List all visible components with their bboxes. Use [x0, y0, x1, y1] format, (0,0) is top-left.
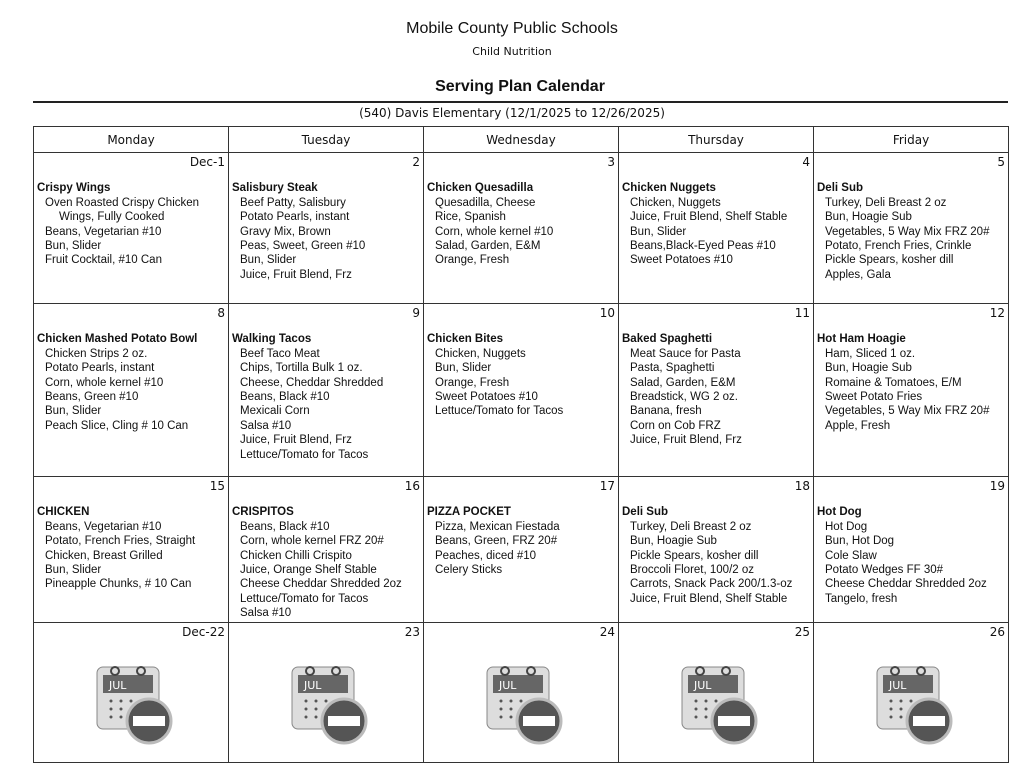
- day-cell: [619, 623, 814, 763]
- svg-text:JUL: JUL: [499, 679, 517, 693]
- day-cell: [34, 477, 229, 623]
- date-number: 15: [209, 479, 225, 493]
- entree-name: Chicken Quesadilla: [427, 182, 534, 195]
- date-number: 17: [599, 479, 615, 493]
- menu-item: Juice, Fruit Blend, Frz: [630, 434, 742, 447]
- date-number: 24: [599, 625, 615, 639]
- entree-name: Deli Sub: [817, 182, 864, 195]
- menu-item: Peaches, diced #10: [435, 549, 537, 562]
- menu-item: Gravy Mix, Brown: [240, 225, 331, 238]
- divider: [33, 101, 1008, 103]
- svg-text:JUL: JUL: [304, 679, 322, 693]
- date-number: Dec-1: [189, 155, 225, 169]
- calendar-no-service-icon: [427, 653, 615, 749]
- date-number: 5: [997, 155, 1005, 169]
- day-header: Tuesday: [229, 127, 424, 153]
- day-cell: [619, 153, 814, 304]
- day-header: Friday: [814, 127, 1009, 153]
- day-header: Monday: [34, 127, 229, 153]
- week-row: [34, 477, 1009, 623]
- menu-item: Bun, Hot Dog: [825, 535, 895, 548]
- menu-item: Beans, Black #10: [240, 391, 330, 404]
- menu-item: Lettuce/Tomato for Tacos: [435, 405, 564, 418]
- day-cell: [619, 477, 814, 623]
- svg-text:JUL: JUL: [109, 679, 127, 693]
- week-row: [34, 304, 1009, 477]
- menu-item: Orange, Fresh: [435, 254, 510, 267]
- menu-item: Ham, Sliced 1 oz.: [825, 347, 916, 360]
- date-number: 8: [217, 306, 225, 320]
- entree-name: CRISPITOS: [232, 506, 294, 519]
- menu-item: Corn on Cob FRZ: [630, 419, 721, 432]
- calendar-no-service-icon: [817, 653, 1005, 749]
- menu-item: Wings, Fully Cooked: [59, 211, 165, 224]
- entree-name: Deli Sub: [622, 506, 669, 519]
- menu-item: Chicken Chilli Crispito: [240, 549, 352, 562]
- menu-item: Potato Pearls, instant: [45, 362, 155, 375]
- menu-item: Chicken Strips 2 oz.: [45, 347, 148, 360]
- menu-item: Celery Sticks: [435, 564, 503, 577]
- menu-item: Potato, French Fries, Straight: [45, 535, 196, 548]
- menu-item: Banana, fresh: [630, 405, 702, 418]
- menu-item: Turkey, Deli Breast 2 oz: [825, 196, 947, 209]
- menu-item: Lettuce/Tomato for Tacos: [240, 592, 369, 605]
- menu-item: Bun, Hoagie Sub: [630, 535, 717, 548]
- menu-item: Meat Sauce for Pasta: [630, 347, 741, 360]
- calendar-no-service-icon: [622, 653, 810, 749]
- menu-item: Beans, Green #10: [45, 391, 139, 404]
- menu-item: Chicken, Nuggets: [435, 347, 526, 360]
- menu-item: Turkey, Deli Breast 2 oz: [630, 520, 752, 533]
- day-cell: [814, 153, 1009, 304]
- day-cell: [34, 304, 229, 477]
- entree-name: Walking Tacos: [232, 333, 312, 346]
- page-title: Serving Plan Calendar: [435, 78, 605, 95]
- serving-calendar: [33, 126, 1009, 763]
- menu-item: Beans, Vegetarian #10: [45, 520, 162, 533]
- org-name: Mobile County Public Schools: [406, 20, 618, 37]
- menu-item: Bun, Hoagie Sub: [825, 362, 912, 375]
- entree-name: PIZZA POCKET: [427, 506, 511, 519]
- menu-item: Carrots, Snack Pack 200/1.3-oz: [630, 578, 793, 591]
- menu-item: Cheese, Cheddar Shredded: [240, 376, 384, 389]
- menu-item: Corn, whole kernel #10: [45, 376, 164, 389]
- menu-item: Beans, Green, FRZ 20#: [435, 535, 558, 548]
- menu-item: Cheese Cheddar Shredded 2oz: [825, 578, 987, 591]
- date-number: 10: [599, 306, 615, 320]
- menu-item: Tangelo, fresh: [825, 592, 898, 605]
- date-number: 26: [989, 625, 1005, 639]
- day-cell: [229, 623, 424, 763]
- menu-item: Bun, Slider: [435, 362, 492, 375]
- week-row: [34, 153, 1009, 304]
- day-cell: [424, 623, 619, 763]
- menu-item: Potato, French Fries, Crinkle: [825, 240, 972, 253]
- menu-item: Vegetables, 5 Way Mix FRZ 20#: [825, 405, 990, 418]
- day-cell: [814, 623, 1009, 763]
- menu-item: Pickle Spears, kosher dill: [630, 549, 759, 562]
- date-number: Dec-22: [182, 625, 225, 639]
- menu-item: Apples, Gala: [825, 268, 891, 281]
- menu-item: Salsa #10: [240, 607, 292, 620]
- menu-item: Fruit Cocktail, #10 Can: [45, 254, 162, 267]
- menu-item: Broccoli Floret, 100/2 oz: [630, 564, 755, 577]
- menu-item: Oven Roasted Crispy Chicken: [45, 196, 200, 209]
- menu-item: Orange, Fresh: [435, 376, 510, 389]
- date-number: 11: [794, 306, 810, 320]
- date-number: 9: [412, 306, 420, 320]
- calendar-no-service-icon: [37, 653, 225, 749]
- school-date-range: (540) Davis Elementary (12/1/2025 to 12/26/2025): [359, 106, 665, 120]
- menu-item: Sweet Potatoes #10: [435, 391, 538, 404]
- entree-name: Salisbury Steak: [232, 182, 318, 195]
- entree-name: Crispy Wings: [37, 182, 111, 195]
- menu-item: Pickle Spears, kosher dill: [825, 254, 954, 267]
- day-header: Thursday: [619, 127, 814, 153]
- menu-item: Quesadilla, Cheese: [435, 196, 536, 209]
- day-header: Wednesday: [424, 127, 619, 153]
- date-number: 16: [404, 479, 420, 493]
- menu-item: Chicken, Breast Grilled: [45, 549, 163, 562]
- menu-item: Potato Pearls, instant: [240, 211, 350, 224]
- menu-item: Salad, Garden, E&M: [630, 376, 736, 389]
- menu-item: Salsa #10: [240, 419, 292, 432]
- menu-item: Beans,Black-Eyed Peas #10: [630, 240, 776, 253]
- day-cell: [814, 304, 1009, 477]
- menu-item: Romaine & Tomatoes, E/M: [825, 376, 962, 389]
- menu-item: Corn, whole kernel #10: [435, 225, 554, 238]
- menu-item: Bun, Slider: [45, 405, 102, 418]
- menu-item: Bun, Slider: [45, 240, 102, 253]
- date-number: 19: [989, 479, 1005, 493]
- menu-item: Beef Taco Meat: [240, 347, 320, 360]
- day-cell: [229, 153, 424, 304]
- menu-item: Beans, Vegetarian #10: [45, 225, 162, 238]
- menu-item: Breadstick, WG 2 oz.: [630, 391, 739, 404]
- menu-item: Pineapple Chunks, # 10 Can: [45, 578, 192, 591]
- menu-item: Bun, Slider: [630, 225, 687, 238]
- menu-item: Potato Wedges FF 30#: [825, 564, 944, 577]
- date-number: 4: [802, 155, 810, 169]
- day-cell: [424, 304, 619, 477]
- day-cell: [229, 304, 424, 477]
- menu-item: Pizza, Mexican Fiestada: [435, 520, 560, 533]
- day-cell: [229, 477, 424, 623]
- entree-name: Hot Dog: [817, 506, 862, 519]
- day-cell: [34, 623, 229, 763]
- entree-name: Hot Ham Hoagie: [817, 333, 906, 346]
- menu-item: Bun, Slider: [240, 254, 297, 267]
- week-row: [34, 623, 1009, 763]
- day-cell: [424, 477, 619, 623]
- entree-name: Baked Spaghetti: [622, 333, 713, 346]
- menu-item: Cole Slaw: [825, 549, 877, 562]
- svg-text:JUL: JUL: [694, 679, 712, 693]
- menu-item: Apple, Fresh: [825, 419, 891, 432]
- menu-item: Lettuce/Tomato for Tacos: [240, 448, 369, 461]
- menu-item: Rice, Spanish: [435, 211, 506, 224]
- menu-item: Vegetables, 5 Way Mix FRZ 20#: [825, 225, 990, 238]
- menu-item: Chips, Tortilla Bulk 1 oz.: [240, 362, 363, 375]
- menu-item: Peas, Sweet, Green #10: [240, 240, 366, 253]
- day-cell: [424, 153, 619, 304]
- menu-item: Beef Patty, Salisbury: [240, 196, 346, 209]
- menu-item: Juice, Fruit Blend, Shelf Stable: [630, 592, 788, 605]
- entree-name: Chicken Bites: [427, 333, 504, 346]
- menu-item: Sweet Potatoes #10: [630, 254, 733, 267]
- date-number: 18: [794, 479, 810, 493]
- weekday-header-row: [34, 127, 1009, 153]
- menu-item: Bun, Hoagie Sub: [825, 211, 912, 224]
- menu-item: Peach Slice, Cling # 10 Can: [45, 419, 189, 432]
- menu-item: Juice, Fruit Blend, Frz: [240, 434, 352, 447]
- day-cell: [619, 304, 814, 477]
- menu-item: Chicken, Nuggets: [630, 196, 721, 209]
- day-cell: [814, 477, 1009, 623]
- entree-name: CHICKEN: [37, 506, 90, 519]
- date-number: 25: [794, 625, 810, 639]
- menu-item: Corn, whole kernel FRZ 20#: [240, 535, 384, 548]
- menu-item: Hot Dog: [825, 520, 868, 533]
- date-number: 23: [404, 625, 420, 639]
- svg-text:JUL: JUL: [889, 679, 907, 693]
- day-cell: [34, 153, 229, 304]
- calendar-no-service-icon: [232, 653, 420, 749]
- menu-item: Salad, Garden, E&M: [435, 240, 541, 253]
- menu-item: Juice, Fruit Blend, Frz: [240, 268, 352, 281]
- menu-item: Juice, Fruit Blend, Shelf Stable: [630, 211, 788, 224]
- menu-item: Sweet Potato Fries: [825, 391, 923, 404]
- date-number: 3: [607, 155, 615, 169]
- menu-item: Bun, Slider: [45, 564, 102, 577]
- entree-name: Chicken Mashed Potato Bowl: [37, 333, 198, 346]
- date-number: 2: [412, 155, 420, 169]
- entree-name: Chicken Nuggets: [622, 182, 716, 195]
- menu-item: Pasta, Spaghetti: [630, 362, 715, 375]
- menu-item: Mexicali Corn: [240, 405, 310, 418]
- date-number: 12: [989, 306, 1005, 320]
- menu-item: Beans, Black #10: [240, 520, 330, 533]
- menu-item: Juice, Orange Shelf Stable: [240, 564, 377, 577]
- department: Child Nutrition: [472, 45, 552, 58]
- menu-item: Cheese Cheddar Shredded 2oz: [240, 578, 402, 591]
